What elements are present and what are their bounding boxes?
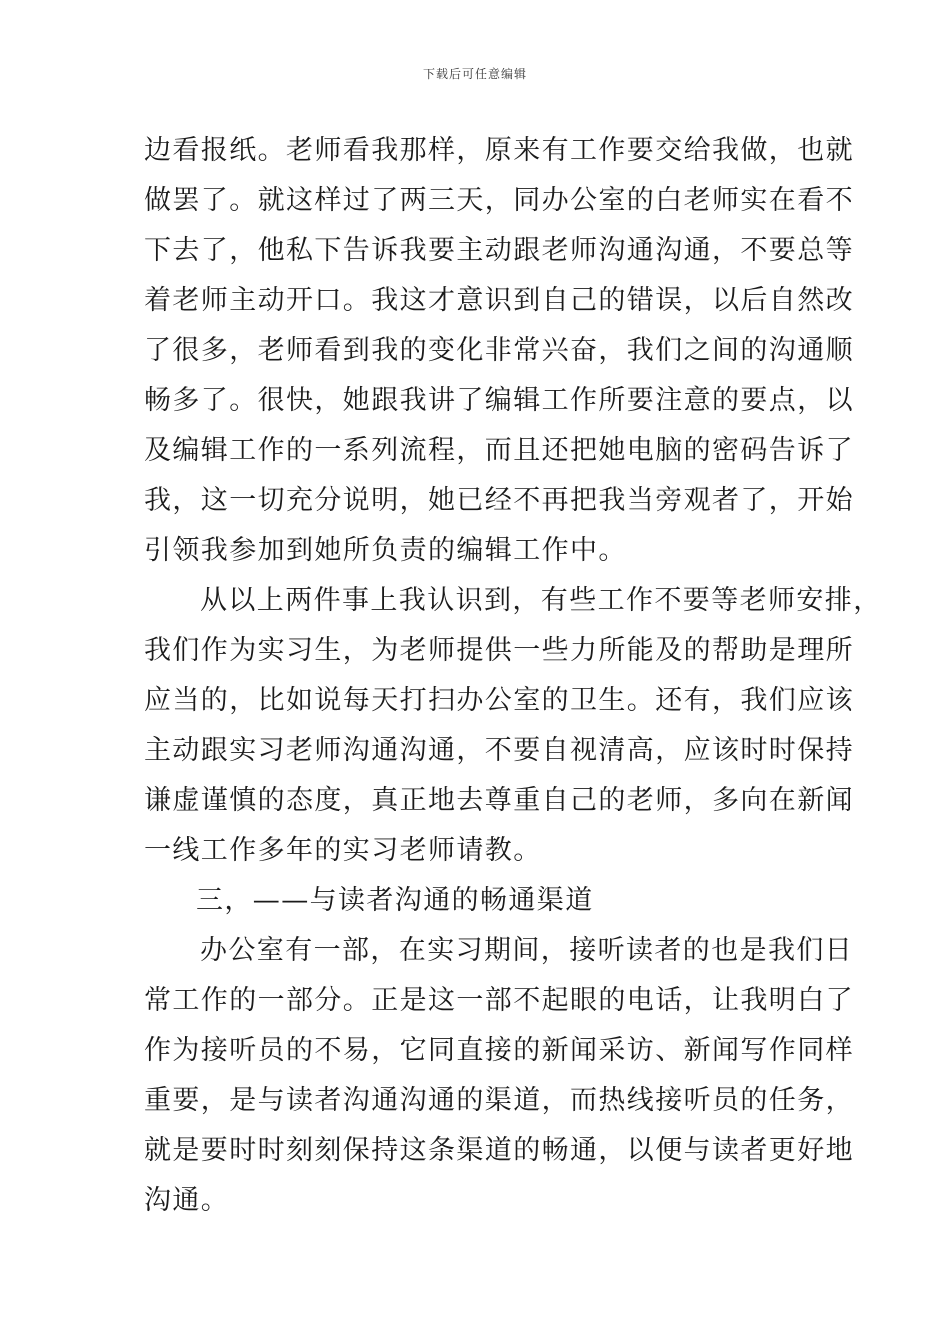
text-line: 了很多，老师看到我的变化非常兴奋，我们之间的沟通顺 <box>144 335 854 366</box>
paragraph-first-line: 办公室有一部，在实习期间，接听读者的也是我们日 <box>200 935 854 966</box>
text-line: 下去了，他私下告诉我要主动跟老师沟通沟通，不要总等 <box>144 235 854 266</box>
text-line: 边看报纸。老师看我那样，原来有工作要交给我做，也就 <box>144 135 854 166</box>
text-line: 沟通。 <box>144 1185 230 1216</box>
text-line: 及编辑工作的一系列流程，而且还把她电脑的密码告诉了 <box>144 435 854 466</box>
text-line: 作为接听员的不易，它同直接的新闻采访、新闻写作同样 <box>144 1035 854 1066</box>
section-heading: 三，——与读者沟通的畅通渠道 <box>196 885 594 916</box>
text-line: 重要，是与读者沟通沟通的渠道，而热线接听员的任务， <box>144 1085 854 1116</box>
text-line: 着老师主动开口。我这才意识到自己的错误，以后自然改 <box>144 285 854 316</box>
text-line: 谦虚谨慎的态度，真正地去尊重自己的老师，多向在新闻 <box>144 785 854 816</box>
document-body <box>144 126 882 1226</box>
text-line: 引领我参加到她所负责的编辑工作中。 <box>144 535 627 566</box>
text-line: 一线工作多年的实习老师请教。 <box>144 835 542 866</box>
text-line: 应当的，比如说每天打扫办公室的卫生。还有，我们应该 <box>144 685 854 716</box>
paragraph-first-line: 从以上两件事上我认识到，有些工作不要等老师安排， <box>200 585 882 616</box>
text-line: 我，这一切充分说明，她已经不再把我当旁观者了，开始 <box>144 485 854 516</box>
text-line: 做罢了。就这样过了两三天，同办公室的白老师实在看不 <box>144 185 854 216</box>
page-header-note: 下载后可任意编辑 <box>422 67 527 81</box>
text-line: 就是要时时刻刻保持这条渠道的畅通，以便与读者更好地 <box>144 1135 854 1166</box>
text-line: 我们作为实习生，为老师提供一些力所能及的帮助是理所 <box>144 635 854 666</box>
text-line: 畅多了。很快，她跟我讲了编辑工作所要注意的要点，以 <box>144 385 854 416</box>
text-line: 常工作的一部分。正是这一部不起眼的电话，让我明白了 <box>144 985 854 1016</box>
text-line: 主动跟实习老师沟通沟通，不要自视清高，应该时时保持 <box>144 735 854 766</box>
